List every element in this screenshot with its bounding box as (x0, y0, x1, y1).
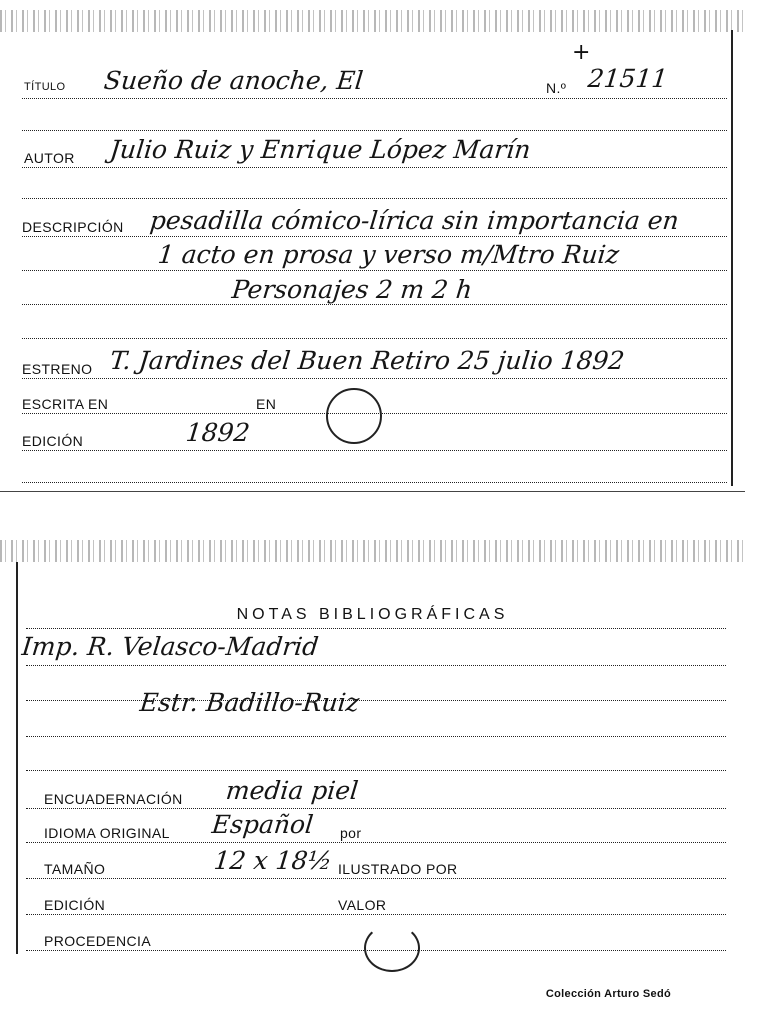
descripcion-value-2: 1 acto en prosa y verso m/Mtro Ruiz (156, 240, 621, 269)
titulo-label: TÍTULO (24, 81, 66, 93)
edicion2-label: EDICIÓN (44, 897, 106, 913)
encuadernacion-value: media piel (224, 776, 360, 805)
descripcion-value-1: pesadilla cómico-lírica sin importancia en (148, 206, 681, 235)
en-label: EN (256, 396, 277, 412)
estreno-label: ESTRENO (22, 361, 93, 377)
edicion2-line (26, 914, 726, 915)
descripcion-line-2 (22, 270, 727, 271)
card-bottom-edge (0, 491, 745, 492)
estreno-line (22, 378, 727, 379)
ruled-line (26, 628, 726, 629)
encuadernacion-label: ENCUADERNACIÓN (44, 791, 183, 807)
tamano-line (26, 878, 726, 879)
por-label: por (340, 825, 362, 841)
idioma-original-label: IDIOMA ORIGINAL (44, 825, 170, 841)
ruled-line (22, 338, 727, 339)
notas-heading: NOTAS BIBLIOGRÁFICAS (236, 606, 509, 623)
ilustrado-por-label: ILUSTRADO POR (338, 861, 458, 877)
idioma-line (26, 842, 726, 843)
numero-value: 21511 (586, 64, 670, 93)
idioma-original-value: Español (210, 810, 315, 839)
escrita-en-label: ESCRITA EN (22, 396, 109, 412)
catalog-card-main (0, 0, 745, 492)
valor-label: VALOR (338, 897, 387, 913)
tamano-label: TAMAÑO (44, 861, 106, 877)
autor-line (22, 167, 727, 168)
autor-value: Julio Ruiz y Enrique López Marín (108, 135, 533, 164)
estreno-value: T. Jardines del Buen Retiro 25 julio 1892 (108, 346, 626, 375)
ruled-line (26, 770, 726, 771)
note-line-1: Imp. R. Velasco-Madrid (20, 632, 320, 661)
ruled-line (26, 700, 726, 701)
edicion-line (22, 450, 727, 451)
descripcion-value-3: Personajes 2 m 2 h (230, 275, 474, 304)
titulo-line (22, 98, 727, 99)
descripcion-line-3 (22, 304, 727, 305)
edicion-value: 1892 (184, 418, 252, 447)
collection-footer: Colección Arturo Sedó (545, 988, 671, 1000)
descripcion-line-1 (22, 236, 727, 237)
stamp-circle (364, 924, 420, 972)
ruled-line (22, 130, 727, 131)
ruled-line (22, 198, 727, 199)
card-right-border (731, 30, 733, 486)
card-top-edge (0, 10, 745, 32)
titulo-value: Sueño de anoche, El (102, 66, 365, 95)
note-line-2: Estr. Badillo-Ruiz (138, 688, 361, 717)
tamano-value: 12 x 18½ (212, 846, 334, 875)
descripcion-label: DESCRIPCIÓN (22, 219, 124, 235)
edicion-label: EDICIÓN (22, 433, 84, 449)
stamp-circle (326, 388, 382, 444)
numero-label: N.º (546, 80, 567, 96)
ruled-line (26, 665, 726, 666)
card-top-edge (0, 540, 745, 562)
procedencia-label: PROCEDENCIA (44, 933, 152, 949)
encuadernacion-line (26, 808, 726, 809)
catalog-card-notes (0, 540, 745, 960)
autor-label: AUTOR (24, 150, 75, 166)
plus-mark: + (572, 40, 591, 65)
ruled-line (22, 482, 727, 483)
ruled-line (26, 736, 726, 737)
